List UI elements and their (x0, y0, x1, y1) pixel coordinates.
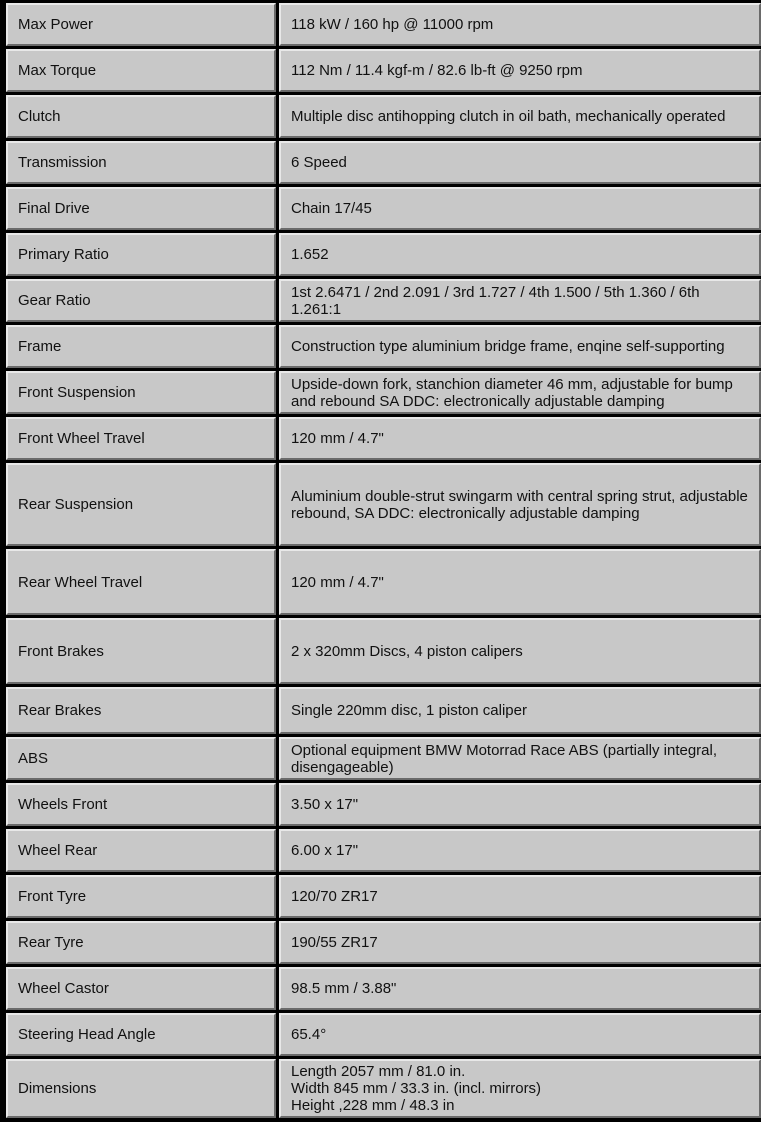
spec-value-line: Upside-down fork, stanchion diameter 46 mm, adjustable for bump and rebound SA DDC: electronically adjustable damping (291, 375, 733, 410)
table-row (6, 1059, 761, 1118)
spec-value-line: 120 mm / 4.7" (291, 430, 384, 447)
spec-value-line: 190/55 ZR17 (291, 934, 378, 951)
spec-value-line: Width 845 mm / 33.3 in. (incl. mirrors) (291, 1080, 542, 1097)
spec-value-line: Chain 17/45 (291, 200, 372, 217)
table-row (6, 549, 761, 615)
spec-label: Front Wheel Travel (6, 417, 276, 460)
spec-value-line: 118 kW / 160 hp @ 11000 rpm (291, 16, 494, 33)
spec-value (279, 279, 761, 322)
table-row (6, 1013, 761, 1056)
table-row (6, 187, 761, 230)
spec-value (279, 618, 761, 684)
table-row (6, 783, 761, 826)
spec-label: Front Suspension (6, 371, 276, 414)
spec-value-line: 2 x 320mm Discs, 4 piston calipers (291, 642, 523, 660)
spec-value (279, 325, 761, 368)
spec-value (279, 549, 761, 615)
spec-value (279, 921, 761, 964)
spec-value (279, 233, 761, 276)
spec-label: Rear Suspension (6, 463, 276, 546)
table-row (6, 371, 761, 414)
spec-value-line: Multiple disc antihopping clutch in oil bath, mechanically operated (291, 108, 726, 125)
spec-label: Max Torque (6, 49, 276, 92)
table-row (6, 325, 761, 368)
table-row (6, 875, 761, 918)
spec-label: Primary Ratio (6, 233, 276, 276)
table-row (6, 737, 761, 780)
spec-value (279, 187, 761, 230)
spec-value (279, 783, 761, 826)
spec-label: Rear Wheel Travel (6, 549, 276, 615)
spec-label: Gear Ratio (6, 279, 276, 322)
table-row (6, 463, 761, 546)
spec-label: Front Brakes (6, 618, 276, 684)
table-row (6, 95, 761, 138)
table-row (6, 3, 761, 46)
spec-value-line: 1.652 (291, 246, 329, 263)
spec-label: Wheels Front (6, 783, 276, 826)
spec-value (279, 687, 761, 734)
table-row (6, 921, 761, 964)
spec-value (279, 95, 761, 138)
spec-value-line: Length 2057 mm / 81.0 in. (291, 1063, 466, 1080)
spec-value-line: 120/70 ZR17 (291, 888, 378, 905)
spec-value (279, 371, 761, 414)
table-row (6, 967, 761, 1010)
spec-label: Wheel Castor (6, 967, 276, 1010)
spec-value-line: 3.50 x 17" (291, 796, 359, 813)
spec-label: Steering Head Angle (6, 1013, 276, 1056)
spec-value (279, 967, 761, 1010)
spec-value (279, 141, 761, 184)
spec-value (279, 463, 761, 546)
spec-value (279, 829, 761, 872)
spec-value (279, 49, 761, 92)
spec-value-line: Height ,228 mm / 48.3 in (291, 1097, 455, 1114)
spec-value-line: Optional equipment BMW Motorrad Race ABS (partially integral, disengageable) (291, 741, 718, 776)
spec-value-line: 112 Nm / 11.4 kgf-m / 82.6 lb-ft @ 9250 rpm (291, 62, 583, 79)
spec-value-line: Construction type aluminium bridge frame, enqine self-supporting (291, 338, 725, 355)
spec-label: Dimensions (6, 1059, 276, 1118)
spec-label: Transmission (6, 141, 276, 184)
table-row (6, 417, 761, 460)
spec-label: ABS (6, 737, 276, 780)
table-row (6, 49, 761, 92)
spec-value (279, 3, 761, 46)
table-row (6, 687, 761, 734)
spec-value (279, 417, 761, 460)
table-row (6, 141, 761, 184)
spec-value-line: 98.5 mm / 3.88" (291, 980, 397, 997)
spec-value (279, 875, 761, 918)
spec-value-line: 6.00 x 17" (291, 842, 359, 859)
table-row (6, 618, 761, 684)
spec-table (3, 0, 761, 1121)
spec-value-line: 65.4° (291, 1026, 327, 1043)
spec-value-line: 6 Speed (291, 154, 347, 171)
spec-label: Clutch (6, 95, 276, 138)
table-row (6, 829, 761, 872)
spec-value-line: Single 220mm disc, 1 piston caliper (291, 702, 527, 719)
spec-value-line: Aluminium double-strut swingarm with central spring strut, adjustable rebound, SA DDC: electronically adjustable damping (291, 487, 748, 522)
spec-value (279, 737, 761, 780)
spec-label: Rear Brakes (6, 687, 276, 734)
spec-label: Wheel Rear (6, 829, 276, 872)
spec-value-line: 120 mm / 4.7" (291, 573, 384, 591)
spec-value (279, 1013, 761, 1056)
table-row (6, 233, 761, 276)
spec-value-line: 1st 2.6471 / 2nd 2.091 / 3rd 1.727 / 4th 1.500 / 5th 1.360 / 6th 1.261:1 (291, 283, 700, 318)
spec-label: Final Drive (6, 187, 276, 230)
spec-label: Front Tyre (6, 875, 276, 918)
spec-label: Max Power (6, 3, 276, 46)
spec-label: Rear Tyre (6, 921, 276, 964)
spec-value (279, 1059, 761, 1118)
table-row (6, 279, 761, 322)
spec-label: Frame (6, 325, 276, 368)
